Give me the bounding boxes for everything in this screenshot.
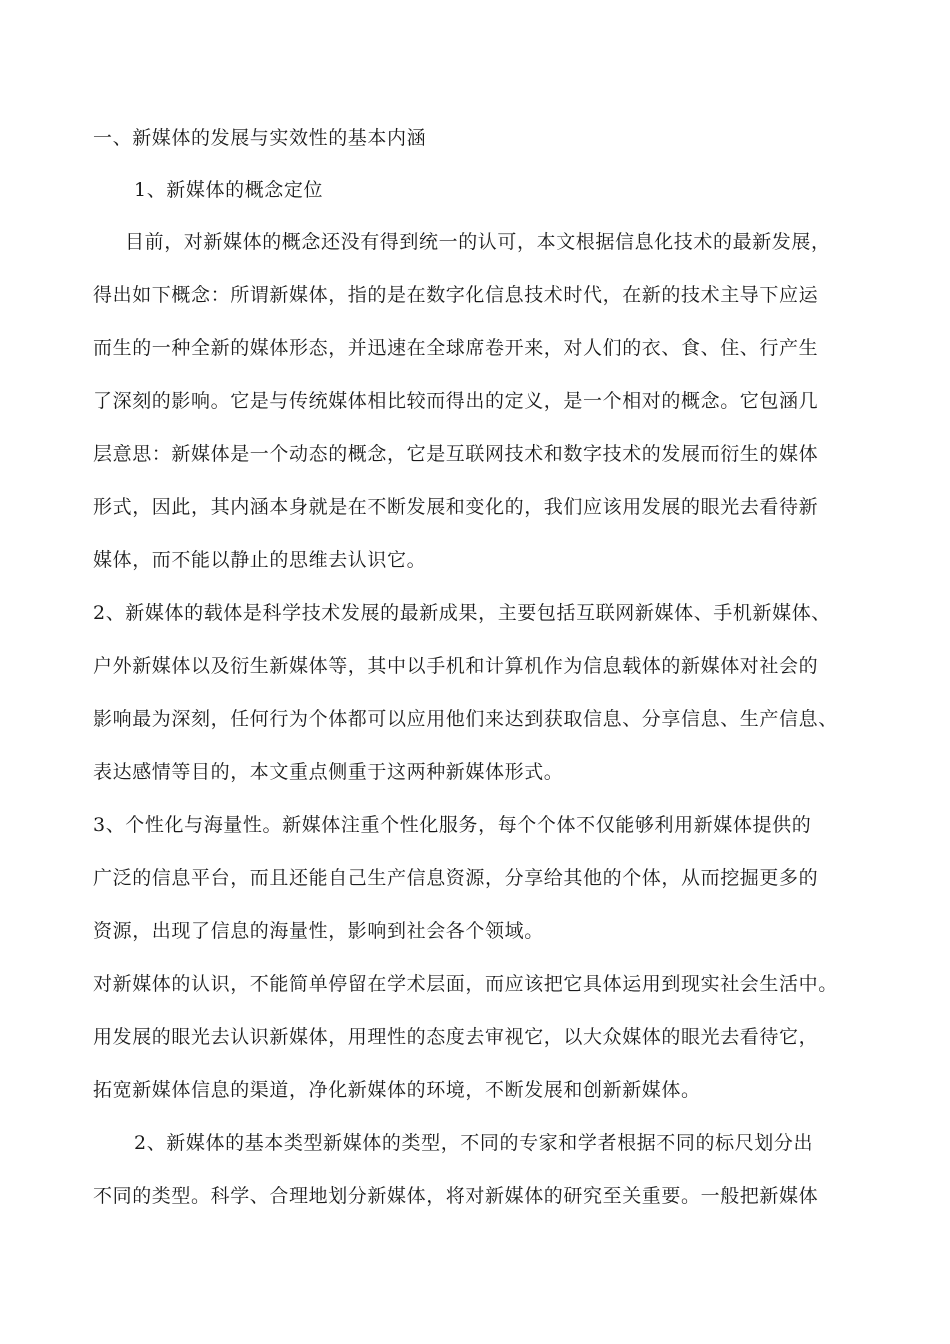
paragraph-line: 得出如下概念：所谓新媒体，指的是在数字化信息技术时代，在新的技术主导下应运 (93, 284, 819, 306)
paragraph-line: 2、新媒体的载体是科学技术发展的最新成果，主要包括互联网新媒体、手机新媒体、 (93, 602, 831, 624)
subsection-heading: 1、新媒体的概念定位 (134, 179, 324, 201)
paragraph-line: 了深刻的影响。它是与传统媒体相比较而得出的定义，是一个相对的概念。它包涵几 (93, 390, 819, 412)
paragraph-line: 3、个性化与海量性。新媒体注重个性化服务，每个个体不仅能够利用新媒体提供的 (93, 814, 812, 836)
paragraph-line: 而生的一种全新的媒体形态，并迅速在全球席卷开来，对人们的衣、食、住、行产生 (93, 337, 819, 359)
paragraph-line: 层意思：新媒体是一个动态的概念，它是互联网技术和数字技术的发展而衍生的媒体 (93, 443, 819, 465)
paragraph-line: 不同的类型。科学、合理地划分新媒体，将对新媒体的研究至关重要。一般把新媒体 (93, 1185, 819, 1207)
paragraph-line: 2、新媒体的基本类型新媒体的类型，不同的专家和学者根据不同的标尺划分出 (134, 1132, 814, 1154)
paragraph-line: 对新媒体的认识，不能简单停留在学术层面，而应该把它具体运用到现实社会生活中。 (93, 973, 838, 995)
paragraph-line: 形式，因此，其内涵本身就是在不断发展和变化的，我们应该用发展的眼光去看待新 (93, 496, 819, 518)
paragraph-line: 广泛的信息平台，而且还能自己生产信息资源，分享给其他的个体，从而挖掘更多的 (93, 867, 819, 889)
paragraph-line: 拓宽新媒体信息的渠道，净化新媒体的环境，不断发展和创新新媒体。 (93, 1079, 701, 1101)
paragraph-line: 表达感情等目的，本文重点侧重于这两种新媒体形式。 (93, 761, 564, 783)
paragraph-line: 用发展的眼光去认识新媒体，用理性的态度去审视它，以大众媒体的眼光去看待它， (93, 1026, 819, 1048)
paragraph-line: 户外新媒体以及衍生新媒体等，其中以手机和计算机作为信息载体的新媒体对社会的 (93, 655, 819, 677)
section-heading: 一、新媒体的发展与实效性的基本内涵 (93, 127, 427, 149)
paragraph-line: 目前，对新媒体的概念还没有得到统一的认可，本文根据信息化技术的最新发展， (125, 231, 831, 253)
paragraph-line: 资源，出现了信息的海量性，影响到社会各个领域。 (93, 920, 544, 942)
paragraph-line: 媒体，而不能以静止的思维去认识它。 (93, 549, 427, 571)
paragraph-line: 影响最为深刻，任何行为个体都可以应用他们来达到获取信息、分享信息、生产信息、 (93, 708, 838, 730)
